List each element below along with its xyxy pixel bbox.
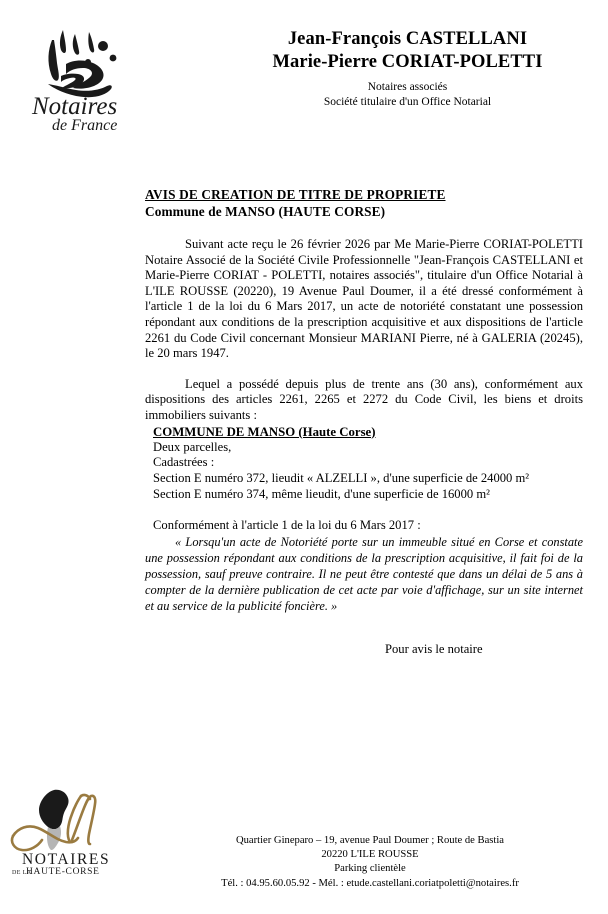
- footer-address-3: Parking clientèle: [334, 863, 406, 875]
- office-subtitle: [215, 80, 600, 109]
- footer-logo-word-dela: DE LA: [12, 870, 32, 876]
- footer-contact-block: [150, 834, 590, 891]
- parcel-detail-2: Section E numéro 374, même lieudit, d'une superficie de 16000 m²: [153, 486, 490, 501]
- footer-logo-word-notaires: NOTAIRES: [22, 851, 111, 868]
- document-body: [0, 150, 608, 657]
- logo-word-de-france: de France: [52, 117, 118, 133]
- quoted-law-text: « Lorsqu'un acte de Notoriété porte sur un immeuble situé en Corse et constate une possession répondant aux conditions de la prescription acquisitive, il fait foi de la possession, sauf preuve contraire. Il ne peut être contesté que dans un délai de 5 ans à compter de la dernière publication de cet acte par voie d'affichage, sur un site internet et au service de la publicité foncière. »: [145, 534, 583, 614]
- notary-name-1: Jean-François CASTELLANI: [287, 29, 528, 49]
- footer-address-2: 20220 L'ILE ROUSSE: [321, 849, 419, 861]
- cadastre-label: Cadastrées :: [153, 455, 215, 470]
- spacer: [145, 220, 583, 237]
- notaires-de-france-logo: [18, 18, 146, 133]
- spacer: [145, 503, 583, 518]
- notaires-haute-corse-logo: [8, 786, 126, 876]
- paragraph-possession: Lequel a possédé depuis plus de trente ans (30 ans), conformément aux dispositions des articles 2261, 2265 et 2272 du Code Civil, les biens et droits immobiliers suivants :: [145, 376, 583, 422]
- signoff-line: Pour avis le notaire: [385, 641, 483, 656]
- office-subtitle-line-1: Notaires associés: [367, 81, 448, 93]
- footer-address-1: Quartier Gineparo – 19, avenue Paul Doumer ; Route de Bastia: [235, 835, 504, 846]
- notaries-names: [215, 28, 600, 74]
- page-footer: [0, 786, 608, 914]
- parcel-detail-1: Section E numéro 372, lieudit « ALZELLI », d'une superficie de 24000 m²: [153, 471, 530, 486]
- commune-heading: COMMUNE DE MANSO (Haute Corse): [153, 424, 376, 439]
- page-header: [0, 0, 608, 140]
- parcel-count: Deux parcelles,: [153, 439, 232, 454]
- document-subtitle-commune: Commune de MANSO (HAUTE CORSE): [145, 204, 386, 219]
- document-title-block: [145, 186, 583, 220]
- footer-logo-word-haute-corse: HAUTE-CORSE: [26, 867, 100, 876]
- office-subtitle-line-2: Société titulaire d'un Office Notarial: [323, 95, 492, 108]
- conformity-line: Conformément à l'article 1 de la loi du 6 Mars 2017 :: [153, 517, 421, 532]
- logo-word-notaires: Notaires: [32, 93, 118, 120]
- document-title: AVIS DE CREATION DE TITRE DE PROPRIETE: [145, 187, 446, 202]
- notary-name-2: Marie-Pierre CORIAT-POLETTI: [272, 52, 543, 72]
- spacer: [145, 362, 583, 377]
- paragraph-acte-recu: Suivant acte reçu le 26 février 2026 par Me Marie-Pierre CORIAT-POLETTI Notaire Associé de la Société Civile Professionnelle "Jean-François CASTELLANI et Marie-Pierre CORIAT - POLETTI, notaires associés", titulaire d'un Office Notarial à L'ILE ROUSSE (20220), 19 Avenue Paul Doumer, il a été dressé conformément à l'article 1 de la loi du 6 Mars 2017, un acte de notoriété constatant une possession répondant aux conditions de la prescription acquisitive et aux dispositions de l'article 2261 du Code Civil concernant Monsieur MARIANI Pierre, né à GALERIA (20245), le 20 mars 1947.: [145, 237, 583, 361]
- footer-contact: Tél. : 04.95.60.05.92 - Mél. : etude.castellani.coriatpoletti@notaires.fr: [221, 877, 519, 889]
